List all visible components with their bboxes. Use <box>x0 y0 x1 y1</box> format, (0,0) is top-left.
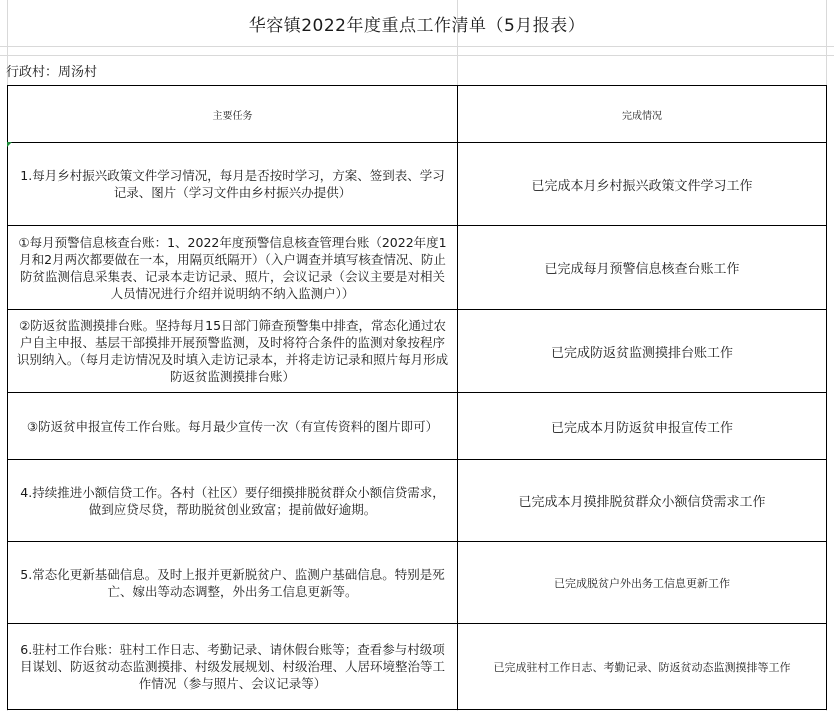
header-row <box>8 86 827 143</box>
table-row <box>8 310 827 393</box>
table-row <box>8 624 827 710</box>
table-row <box>8 226 827 310</box>
task-cell[interactable]: 6.驻村工作台账：驻村工作日志、考勤记录、请休假台账等；查看参与村级项目谋划、防返贫动态监测摸排、村级发展规划、村级治理、人居环境整治等工作情况（参与照片、会议记录等） <box>8 624 458 710</box>
task-cell[interactable]: 1.每月乡村振兴政策文件学习情况，每月是否按时学习，方案、签到表、学习记录、图片（学习文件由乡村振兴办提供） <box>8 143 458 226</box>
task-cell[interactable]: 5.常态化更新基础信息。及时上报并更新脱贫户、监测户基础信息。特别是死亡、嫁出等动态调整，外出务工信息更新等。 <box>8 542 458 624</box>
table-row <box>8 460 827 542</box>
header-status[interactable]: 完成情况 <box>458 86 827 143</box>
status-cell[interactable]: 已完成本月乡村振兴政策文件学习工作 <box>458 143 827 226</box>
header-task[interactable]: 主要任务 <box>8 86 458 143</box>
task-cell[interactable]: 4.持续推进小额信贷工作。各村（社区）要仔细摸排脱贫群众小额信贷需求，做到应贷尽贷，帮助脱贫创业致富；提前做好逾期。 <box>8 460 458 542</box>
task-cell[interactable]: ①每月预警信息核查台账：1、2022年度预警信息核查管理台账（2022年度1月和2月两次都要做在一本，用隔页纸隔开）（入户调查并填写核查情况、防止防贫监测信息采集表、记录本走访记录、照片，会议记录（会议主要是对相关人员情况进行介绍并说明纳不纳入监测户）） <box>8 226 458 310</box>
village-label[interactable]: 行政村：周汤村 <box>6 64 98 80</box>
table-row <box>8 393 827 460</box>
task-table <box>7 85 827 710</box>
status-cell[interactable]: 已完成本月摸排脱贫群众小额信贷需求工作 <box>458 460 827 542</box>
status-cell[interactable]: 已完成脱贫户外出务工信息更新工作 <box>458 542 827 624</box>
status-cell[interactable]: 已完成每月预警信息核查台账工作 <box>458 226 827 310</box>
cell-comment-marker-icon <box>7 142 12 147</box>
sheet-title[interactable]: 华容镇2022年度重点工作清单（5月报表） <box>0 0 834 47</box>
table-row <box>8 143 827 226</box>
grid-line <box>0 55 834 56</box>
status-cell[interactable]: 已完成驻村工作日志、考勤记录、防返贫动态监测摸排等工作 <box>458 624 827 710</box>
table-row <box>8 542 827 624</box>
task-cell[interactable]: ②防返贫监测摸排台账。坚持每月15日部门筛查预警集中排查，常态化通过农户自主申报、基层干部摸排开展预警监测，及时将符合条件的监测对象按程序识别纳入。（每月走访情况及时填入走访记录本，并将走访记录和照片每月形成防返贫监测摸排台账） <box>8 310 458 393</box>
task-cell[interactable]: ③防返贫申报宣传工作台账。每月最少宣传一次（有宣传资料的图片即可） <box>8 393 458 460</box>
status-cell[interactable]: 已完成防返贫监测摸排台账工作 <box>458 310 827 393</box>
status-cell[interactable]: 已完成本月防返贫申报宣传工作 <box>458 393 827 460</box>
